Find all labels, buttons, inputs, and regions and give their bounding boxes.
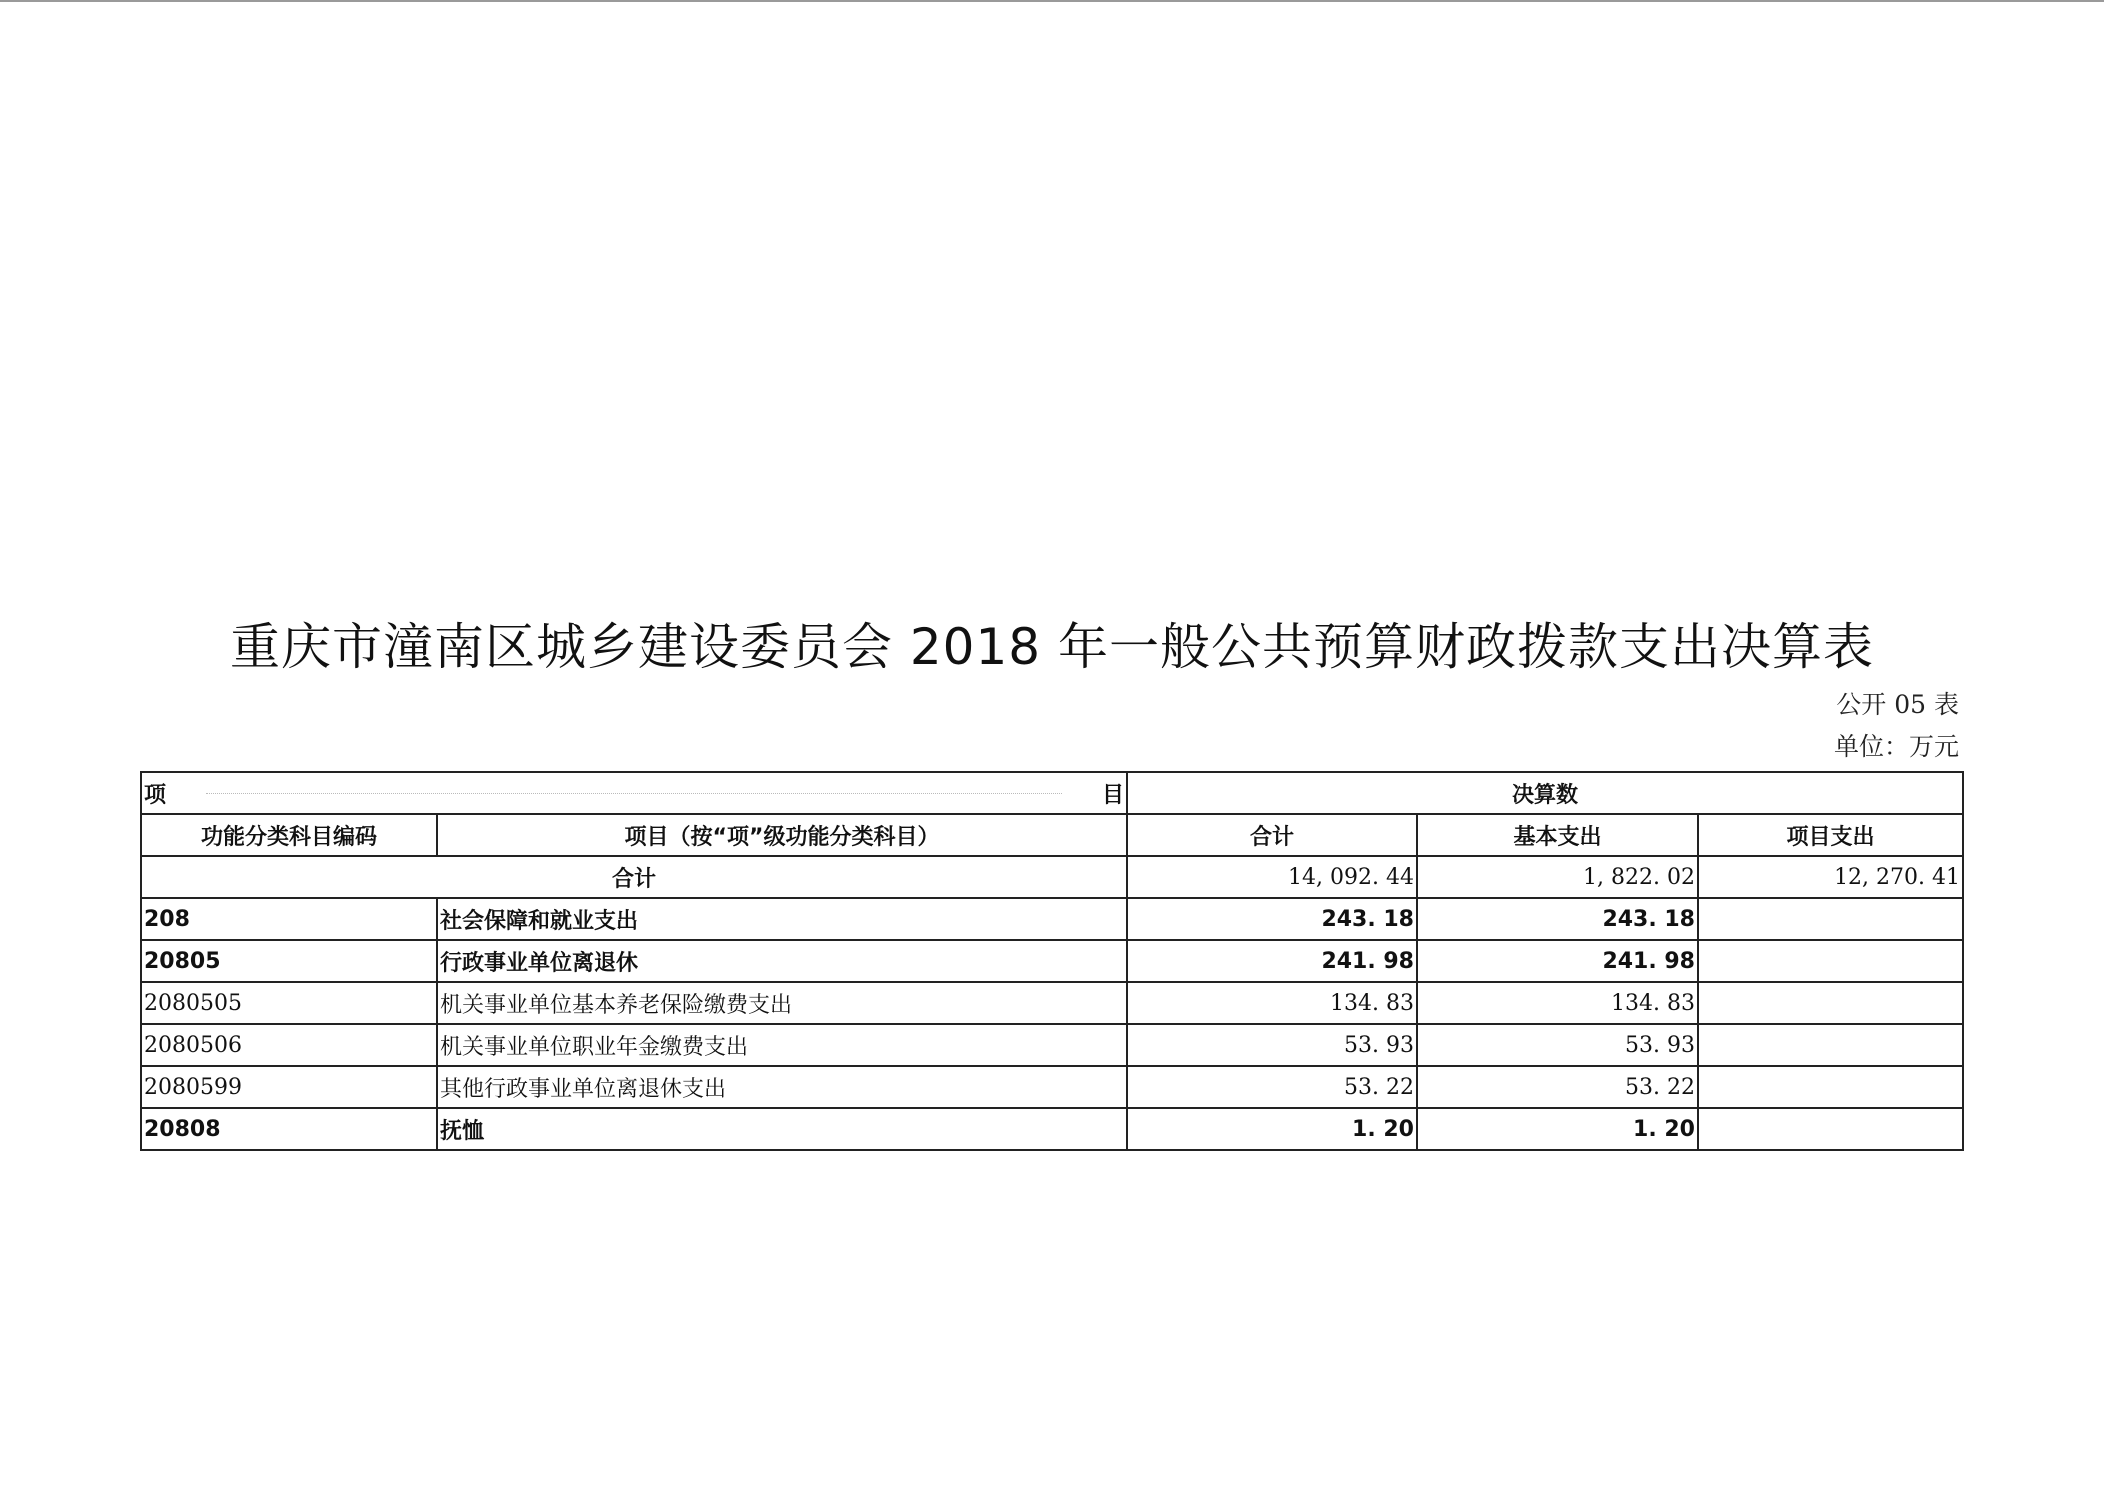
total-column-header: 合计 bbox=[1127, 814, 1417, 856]
name-column-header: 项目（按“项”级功能分类科目） bbox=[437, 814, 1127, 856]
total-row-basic: 1, 822. 02 bbox=[1417, 856, 1698, 898]
row-name: 机关事业单位基本养老保险缴费支出 bbox=[437, 982, 1127, 1024]
table-code: 公开 05 表 bbox=[1836, 690, 1959, 719]
total-row-label: 合计 bbox=[141, 856, 1127, 898]
expenditure-table bbox=[140, 771, 1964, 1151]
row-code: 2080506 bbox=[141, 1024, 437, 1066]
total-row-project: 12, 270. 41 bbox=[1698, 856, 1963, 898]
row-basic: 53. 93 bbox=[1417, 1024, 1698, 1066]
basic-column-header: 基本支出 bbox=[1417, 814, 1698, 856]
row-name: 抚恤 bbox=[437, 1108, 1127, 1150]
top-border-line bbox=[0, 0, 2104, 2]
table-row bbox=[141, 1108, 1963, 1150]
project-header-cell bbox=[141, 772, 1127, 814]
project-header-left: 项 bbox=[144, 782, 167, 808]
row-project bbox=[1698, 982, 1963, 1024]
row-basic: 243. 18 bbox=[1417, 898, 1698, 940]
row-project bbox=[1698, 940, 1963, 982]
row-name: 社会保障和就业支出 bbox=[437, 898, 1127, 940]
row-total: 1. 20 bbox=[1127, 1108, 1417, 1150]
row-code: 20808 bbox=[141, 1108, 437, 1150]
row-project bbox=[1698, 1024, 1963, 1066]
row-basic: 1. 20 bbox=[1417, 1108, 1698, 1150]
header-row-2 bbox=[141, 814, 1963, 856]
project-header-right: 目 bbox=[1101, 782, 1124, 808]
row-code: 20805 bbox=[141, 940, 437, 982]
total-row bbox=[141, 856, 1963, 898]
row-basic: 134. 83 bbox=[1417, 982, 1698, 1024]
project-column-header: 项目支出 bbox=[1698, 814, 1963, 856]
table-row bbox=[141, 1024, 1963, 1066]
row-total: 53. 22 bbox=[1127, 1066, 1417, 1108]
row-total: 53. 93 bbox=[1127, 1024, 1417, 1066]
total-row-total: 14, 092. 44 bbox=[1127, 856, 1417, 898]
row-basic: 53. 22 bbox=[1417, 1066, 1698, 1108]
row-code: 208 bbox=[141, 898, 437, 940]
table-row bbox=[141, 982, 1963, 1024]
row-project bbox=[1698, 898, 1963, 940]
final-accounts-header: 决算数 bbox=[1127, 772, 1963, 814]
code-column-header: 功能分类科目编码 bbox=[141, 814, 437, 856]
header-row-1 bbox=[141, 772, 1963, 814]
row-code: 2080599 bbox=[141, 1066, 437, 1108]
table-row bbox=[141, 940, 1963, 982]
row-name: 行政事业单位离退休 bbox=[437, 940, 1127, 982]
row-total: 241. 98 bbox=[1127, 940, 1417, 982]
row-name: 其他行政事业单位离退休支出 bbox=[437, 1066, 1127, 1108]
table-row bbox=[141, 1066, 1963, 1108]
table-row bbox=[141, 898, 1963, 940]
row-code: 2080505 bbox=[141, 982, 437, 1024]
row-name: 机关事业单位职业年金缴费支出 bbox=[437, 1024, 1127, 1066]
unit-label: 单位：万元 bbox=[1833, 732, 1959, 761]
row-total: 243. 18 bbox=[1127, 898, 1417, 940]
row-total: 134. 83 bbox=[1127, 982, 1417, 1024]
header-dotted-leader bbox=[206, 792, 1062, 794]
row-project bbox=[1698, 1066, 1963, 1108]
row-basic: 241. 98 bbox=[1417, 940, 1698, 982]
page-title: 重庆市潼南区城乡建设委员会 2018 年一般公共预算财政拨款支出决算表 bbox=[229, 618, 1875, 676]
row-project bbox=[1698, 1108, 1963, 1150]
